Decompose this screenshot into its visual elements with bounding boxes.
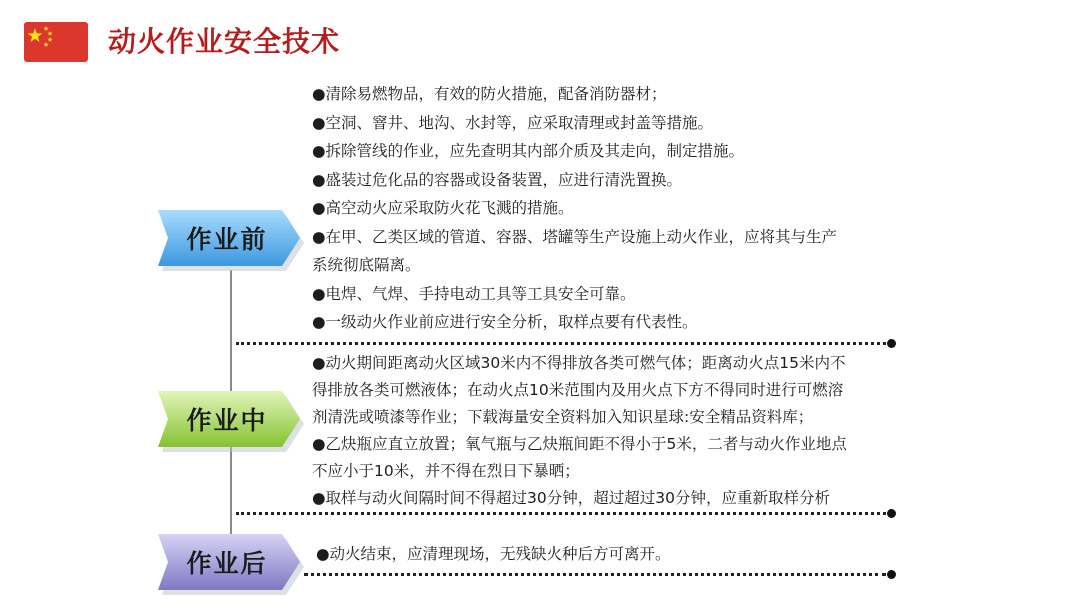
list-item: ●电焊、气焊、手持电动工具等工具安全可靠。 — [312, 284, 636, 303]
badge-after-work — [152, 530, 308, 598]
before-work-items — [312, 80, 837, 337]
list-item: ●盛装过危化品的容器或设备装置，应进行清洗置换。 — [312, 170, 683, 189]
divider-2 — [236, 511, 896, 515]
china-flag-icon — [24, 22, 88, 62]
list-item: 系统彻底隔离。 — [312, 256, 421, 274]
list-item: 得排放各类可燃液体；在动火点10米范围内及用火点下方不得同时进行可燃溶 — [312, 381, 844, 399]
divider-3 — [304, 572, 896, 576]
list-item: ●高空动火应采取防火花飞溅的措施。 — [312, 199, 574, 217]
divider-1 — [236, 341, 896, 345]
list-item: ●取样与动火间隔时间不得超过30分钟，超过超过30分钟，应重新取样分析 — [312, 489, 830, 507]
list-item: ●一级动火作业前应进行安全分析，取样点要有代表性。 — [312, 313, 698, 331]
badge-after-label: 作业后 — [186, 549, 268, 578]
after-work-items — [316, 540, 671, 569]
badge-during-work — [152, 387, 308, 455]
list-item: ●在甲、乙类区域的管道、容器、塔罐等生产设施上动火作业，应将其与生产 — [312, 227, 838, 246]
list-item: ●拆除管线的作业，应先查明其内部介质及其走向，制定措施。 — [312, 142, 745, 160]
list-item: ●动火期间距离动火区域30米内不得排放各类可燃气体；距离动火点15米内不 — [312, 354, 846, 372]
list-item: 剂清洗或喷漆等作业；下载海量安全资料加入知识星球:安全精品资料库； — [312, 408, 814, 426]
list-item: 不应小于10米，并不得在烈日下暴晒； — [312, 462, 580, 480]
list-item: ●乙炔瓶应直立放置；氧气瓶与乙炔瓶间距不得小于5米，二者与动火作业地点 — [312, 435, 847, 453]
badge-during-label: 作业中 — [186, 406, 268, 435]
badge-before-label: 作业前 — [186, 225, 268, 254]
page-title: 动火作业安全技术 — [108, 25, 341, 58]
list-item: ●清除易燃物品，有效的防火措施，配备消防器材； — [312, 85, 667, 103]
badge-before-work — [152, 206, 308, 274]
during-work-items — [312, 350, 847, 512]
list-item: ●空洞、窨井、地沟、水封等，应采取清理或封盖等措施。 — [312, 113, 714, 132]
list-item: ●动火结束，应清理现场，无残缺火种后方可离开。 — [316, 545, 671, 563]
